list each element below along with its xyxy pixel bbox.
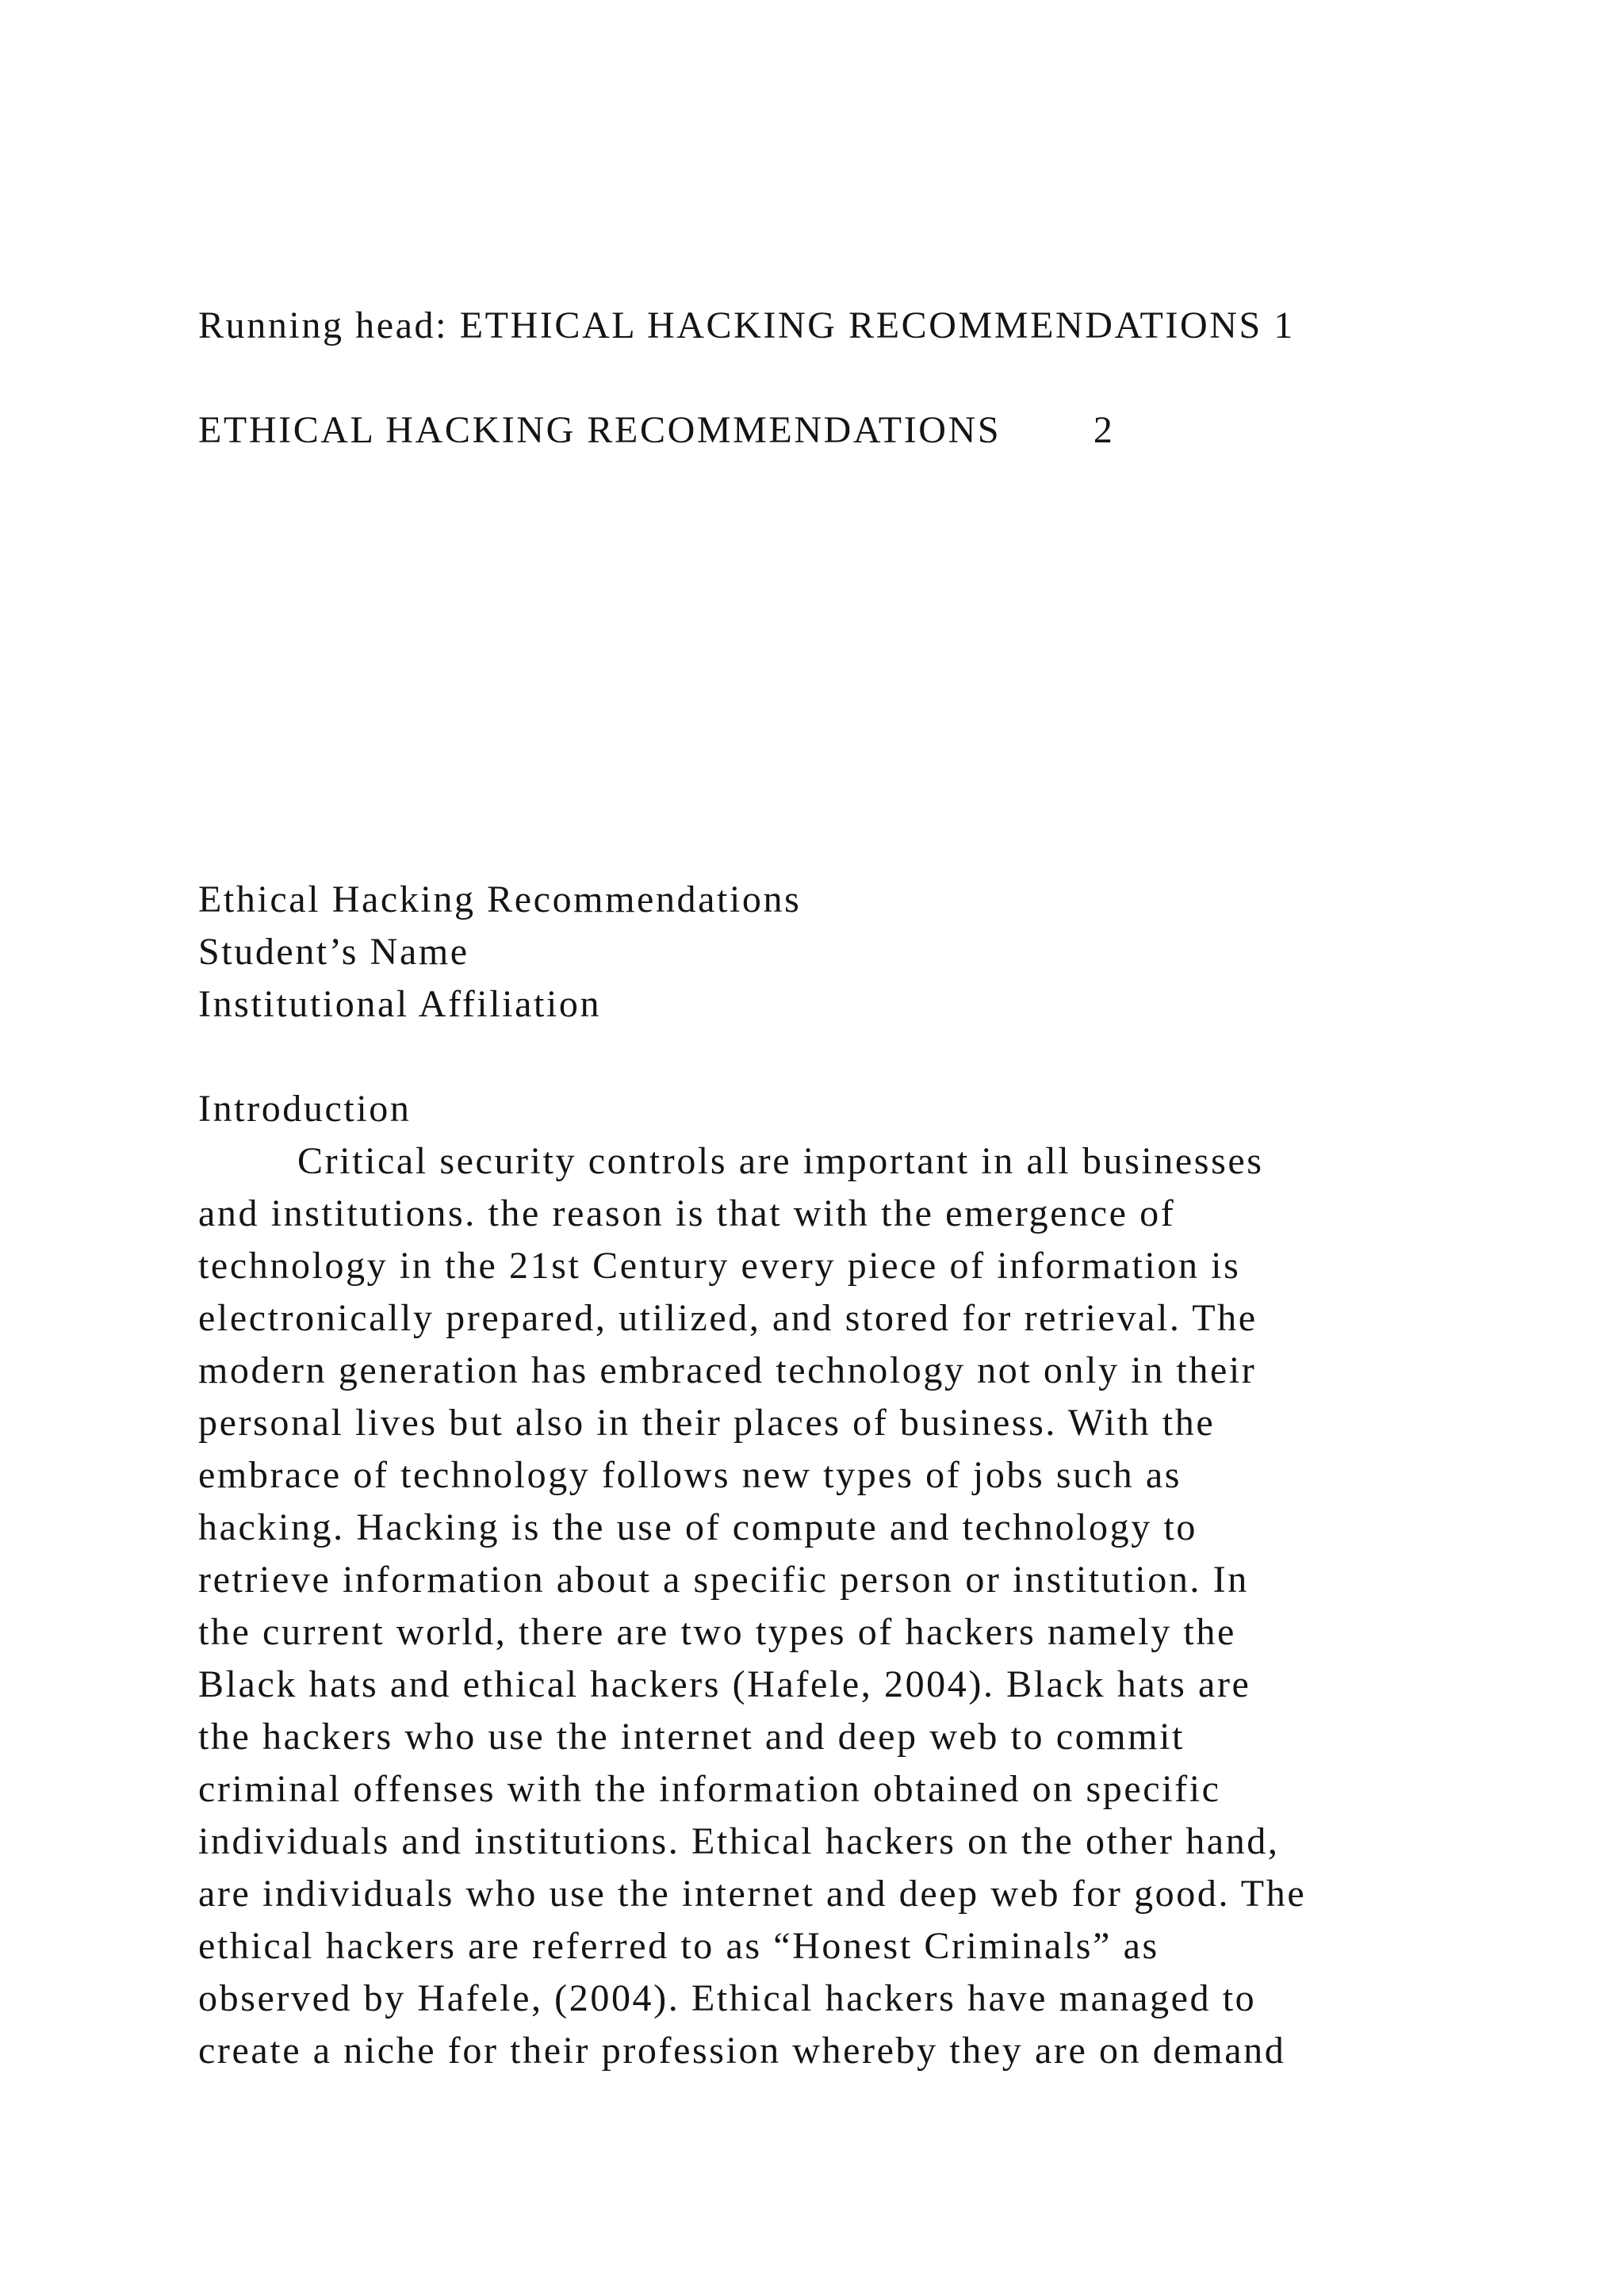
institutional-affiliation: Institutional Affiliation [198, 983, 602, 1025]
student-name: Student’s Name [198, 931, 469, 973]
paragraph-line: embrace of technology follows new types of jobs such as [198, 1454, 1182, 1496]
paragraph-line: personal lives but also in their places of business. With the [198, 1402, 1216, 1444]
paragraph-line: the hackers who use the internet and deep web to commit [198, 1716, 1185, 1758]
running-head: Running head: ETHICAL HACKING RECOMMENDATIONS 1 [198, 304, 1296, 346]
section-heading: Introduction [198, 1088, 412, 1130]
paper-title: Ethical Hacking Recommendations [198, 878, 802, 920]
paragraph-line: modern generation has embraced technology not only in their [198, 1349, 1257, 1391]
paragraph-line: electronically prepared, utilized, and stored for retrieval. The [198, 1297, 1258, 1339]
paragraph-line: observed by Hafele, (2004). Ethical hackers have managed to [198, 1977, 1257, 2019]
paragraph-line: are individuals who use the internet and deep web for good. The [198, 1873, 1307, 1915]
paragraph-line: technology in the 21st Century every piece of information is [198, 1245, 1241, 1287]
page-header: ETHICAL HACKING RECOMMENDATIONS 2 [198, 409, 1115, 451]
paragraph-line: and institutions. the reason is that with the emergence of [198, 1192, 1176, 1234]
paragraph-line: Black hats and ethical hackers (Hafele, 2004). Black hats are [198, 1663, 1251, 1705]
paragraph-line: ethical hackers are referred to as “Honest Criminals” as [198, 1925, 1159, 1967]
paragraph-line: Critical security controls are important in all businesses [297, 1140, 1264, 1182]
paragraph-line: the current world, there are two types of hackers namely the [198, 1611, 1236, 1653]
paragraph-line: individuals and institutions. Ethical hackers on the other hand, [198, 1820, 1280, 1862]
paragraph-line: hacking. Hacking is the use of compute and technology to [198, 1506, 1197, 1548]
paragraph-line: criminal offenses with the information obtained on specific [198, 1768, 1221, 1810]
paragraph-line: retrieve information about a specific person or institution. In [198, 1559, 1249, 1601]
paragraph-line: create a niche for their profession whereby they are on demand [198, 2030, 1286, 2072]
